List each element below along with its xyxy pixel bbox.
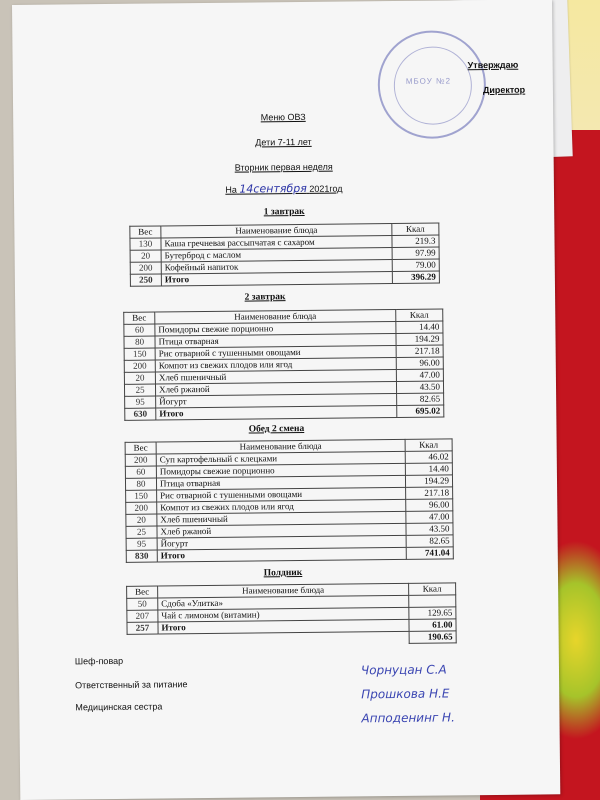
- table-row: 60 Помидоры свежие порционно 14.40: [125, 463, 452, 478]
- table-row: 150 Рис отварной с тушенными овощами 217.18: [126, 487, 453, 502]
- col-weight: Вес: [125, 442, 156, 454]
- col-weight: Вес: [127, 586, 158, 598]
- col-name: Наименование блюда: [161, 224, 392, 238]
- table-row: 20 Бутерброд с маслом 97.99: [130, 247, 439, 262]
- table-row: 200 Компот из свежих плодов или ягод 96.00: [124, 357, 443, 372]
- table-row: 95 Йогурт 82.65: [126, 535, 453, 550]
- col-name: Наименование блюда: [156, 439, 405, 454]
- col-kcal: Ккал: [396, 309, 443, 321]
- col-name: Наименование блюда: [155, 309, 396, 324]
- col-kcal: Ккал: [409, 583, 456, 595]
- table-total-row: 250 Итого 396.29: [130, 271, 439, 286]
- signature-label-responsible: Ответственный за питание: [75, 679, 188, 691]
- signature-chef: Чорнуцан С.А: [360, 662, 447, 678]
- breakfast1-table: [129, 223, 440, 287]
- lunch-table: [125, 438, 454, 562]
- age-group: Дети 7-11 лет: [255, 136, 312, 148]
- table-row: 150 Рис отварной с тушенными овощами 217.18: [124, 345, 443, 360]
- col-kcal: Ккал: [392, 223, 439, 235]
- table-row: 20 Хлеб пшеничный 47.00: [126, 511, 453, 526]
- stamp-text: МБОУ №2: [405, 76, 452, 86]
- col-weight: Вес: [124, 312, 155, 324]
- table-total-row: 830 Итого 741.04: [126, 547, 453, 562]
- signature-label-chef: Шеф-повар: [74, 655, 124, 667]
- date-suffix: 2021год: [309, 183, 343, 194]
- table-row: 130 Каша гречневая рассыпчатая с сахаром 219.3: [130, 235, 439, 250]
- table-row: 80 Птица отварная 194.29: [125, 475, 452, 490]
- table-row: 60 Помидоры свежие порционно 14.40: [124, 321, 443, 336]
- director-label: Директор: [482, 84, 526, 96]
- table-total-row: 630 Итого 695.02: [125, 405, 444, 420]
- official-stamp: [377, 30, 486, 139]
- col-name: Наименование блюда: [158, 583, 409, 598]
- breakfast1-title: 1 завтрак: [263, 206, 305, 218]
- table-row: 95 Йогурт 82.65: [125, 393, 444, 408]
- menu-title: Меню ОВЗ: [260, 111, 306, 123]
- table-row: 25 Хлеб ржаной 43.50: [126, 523, 453, 538]
- table-row: 50 Сдоба «Улитка»: [127, 595, 456, 610]
- table-row: 80 Птица отварная 194.29: [124, 333, 443, 348]
- approve-label: Утверждаю: [467, 59, 519, 71]
- col-kcal: Ккал: [405, 439, 452, 451]
- snack-title: Полдник: [263, 567, 303, 579]
- lunch-title: Обед 2 смена: [248, 423, 305, 435]
- table-grand-total-row: 190.65: [127, 631, 456, 646]
- menu-document: [12, 0, 560, 800]
- table-row: 200 Кофейный напиток 79.00: [130, 259, 439, 274]
- day-line: Вторник первая неделя: [234, 161, 333, 173]
- date-handwritten: 14сентября: [239, 181, 307, 196]
- table-row: 200 Суп картофельный с клецками 46.02: [125, 451, 452, 466]
- breakfast2-title: 2 завтрак: [244, 292, 286, 303]
- breakfast2-table: [123, 309, 444, 421]
- signature-nurse: Апподенинг Н.: [361, 710, 455, 726]
- date-line: [14, 179, 554, 198]
- table-row: 207 Чай с лимоном (витамин) 129.65: [127, 607, 456, 622]
- signature-label-nurse: Медицинская сестра: [75, 701, 163, 713]
- table-total-row: 257 Итого 61.00: [127, 619, 456, 634]
- date-prefix: На: [225, 184, 237, 195]
- col-weight: Вес: [130, 226, 161, 238]
- table-row: 200 Компот из свежих плодов или ягод 96.00: [126, 499, 453, 514]
- table-row: 25 Хлеб ржаной 43.50: [124, 381, 443, 396]
- signature-responsible: Прошкова Н.Е: [361, 686, 450, 702]
- snack-table: [126, 582, 457, 646]
- table-row: 20 Хлеб пшеничный 47.00: [124, 369, 443, 384]
